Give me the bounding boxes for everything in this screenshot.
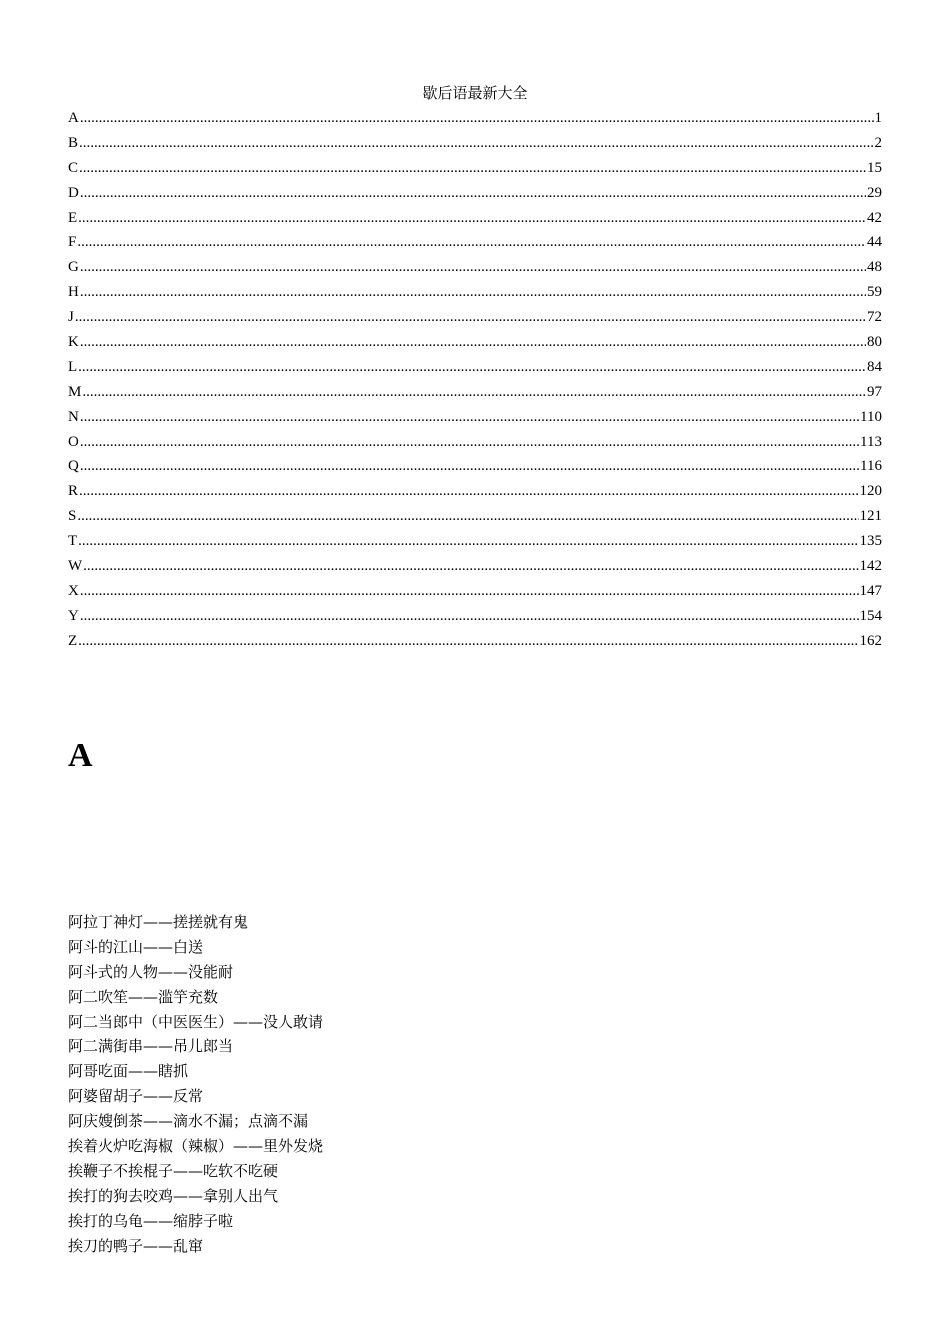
toc-label: F [68,234,77,251]
toc-label: H [68,284,79,301]
toc-leader [80,107,874,129]
list-item: 阿二吹笙——滥竽充数 [68,987,219,1006]
toc-leader [80,256,866,278]
toc-page-number: 113 [860,433,882,450]
toc-entry[interactable] [68,157,882,182]
toc-page-number: 120 [859,483,882,500]
toc-page-number: 44 [867,234,882,251]
toc-leader [80,580,859,602]
toc-leader [80,406,859,428]
toc-leader [80,605,859,627]
toc-leader [78,630,858,652]
toc-leader [80,182,866,204]
list-item: 挨刀的鸭子——乱窜 [68,1236,204,1255]
entry-list [68,910,323,1258]
list-item: 阿庆嫂倒茶——滴水不漏；点滴不漏 [68,1112,309,1131]
toc-leader [79,480,858,502]
toc-entry[interactable] [68,381,882,406]
toc-label: E [68,209,78,226]
toc-entry[interactable] [68,530,882,555]
toc-leader [77,231,866,253]
toc-leader [83,555,858,577]
toc-label: G [68,259,79,276]
toc-leader [80,455,859,477]
toc-entry[interactable] [68,132,882,157]
toc-leader [80,281,866,303]
toc-page-number: 154 [859,607,882,624]
toc-page-number: 72 [867,309,882,326]
toc-leader [77,505,858,527]
list-item: 挨鞭子不挨棍子——吃软不吃硬 [68,1161,279,1180]
toc-entry[interactable] [68,306,882,331]
toc-entry[interactable] [68,406,882,431]
toc-entry[interactable] [68,281,882,306]
toc-label: Z [68,632,78,649]
toc-page-number: 84 [867,358,882,375]
toc-label: J [68,309,74,326]
toc-page-number: 135 [859,533,882,550]
toc-label: Y [68,607,79,624]
toc-label: C [68,159,79,176]
toc-entry[interactable] [68,455,882,480]
list-item: 阿斗式的人物——没能耐 [68,962,234,981]
toc-page-number: 121 [859,508,882,525]
toc-page-number: 80 [867,334,882,351]
list-item: 挨着火炉吃海椒（辣椒）——里外发烧 [68,1137,324,1156]
toc-entry[interactable] [68,331,882,356]
toc-label: L [68,358,78,375]
toc-page-number: 110 [860,408,882,425]
document-title: 歇后语最新大全 [422,84,528,102]
toc-label: N [68,408,79,425]
toc-label: M [68,383,82,400]
toc-label: T [68,533,78,550]
toc-entry[interactable] [68,555,882,580]
toc-leader [78,530,858,552]
toc-entry[interactable] [68,356,882,381]
toc-entry[interactable] [68,630,882,655]
list-item: 阿婆留胡子——反常 [68,1087,204,1106]
toc-leader [80,331,866,353]
toc-label: B [68,134,79,151]
toc-entry[interactable] [68,231,882,256]
list-item: 挨打的乌龟——缩脖子啦 [68,1211,234,1230]
list-item: 阿拉丁神灯——搓搓就有鬼 [68,913,249,931]
toc-page-number: 116 [860,458,882,475]
list-item: 挨打的狗去咬鸡——拿别人出气 [68,1186,279,1205]
toc-leader [79,157,866,179]
toc-label: X [68,582,79,599]
table-of-contents [68,107,882,655]
toc-label: D [68,184,79,201]
toc-page-number: 97 [867,383,882,400]
toc-page-number: 142 [859,558,882,575]
toc-label: A [68,110,79,126]
toc-page-number: 2 [874,134,882,151]
list-item: 阿斗的江山——白送 [68,937,204,956]
toc-page-number: 147 [859,582,882,599]
toc-page-number: 15 [867,159,882,176]
toc-leader [79,132,873,154]
list-item: 阿二满街串——吊儿郎当 [68,1037,234,1056]
toc-entry[interactable] [68,256,882,281]
toc-label: W [68,558,83,575]
list-item: 阿哥吃面——瞎抓 [68,1062,189,1081]
toc-leader [78,356,866,378]
toc-leader [82,381,866,403]
toc-entry[interactable] [68,605,882,630]
toc-page-number: 59 [867,284,882,301]
toc-entry[interactable] [68,505,882,530]
toc-leader [75,306,866,328]
toc-label: Q [68,458,79,475]
list-item: 阿二当郎中（中医医生）——没人敢请 [68,1012,324,1031]
toc-label: R [68,483,79,500]
toc-entry[interactable] [68,480,882,505]
toc-label: K [68,334,79,351]
toc-label: O [68,433,79,450]
toc-page-number: 1 [874,110,882,126]
toc-entry[interactable] [68,580,882,605]
section-heading: A [68,737,93,774]
toc-page-number: 29 [867,184,882,201]
toc-leader [80,431,859,453]
toc-page-number: 42 [867,209,882,226]
toc-entry[interactable] [68,207,882,232]
toc-entry[interactable] [68,431,882,456]
toc-leader [78,207,866,229]
toc-page-number: 48 [867,259,882,276]
toc-label: S [68,508,77,525]
toc-entry[interactable] [68,182,882,207]
toc-entry[interactable] [68,107,882,132]
toc-page-number: 162 [859,632,882,649]
